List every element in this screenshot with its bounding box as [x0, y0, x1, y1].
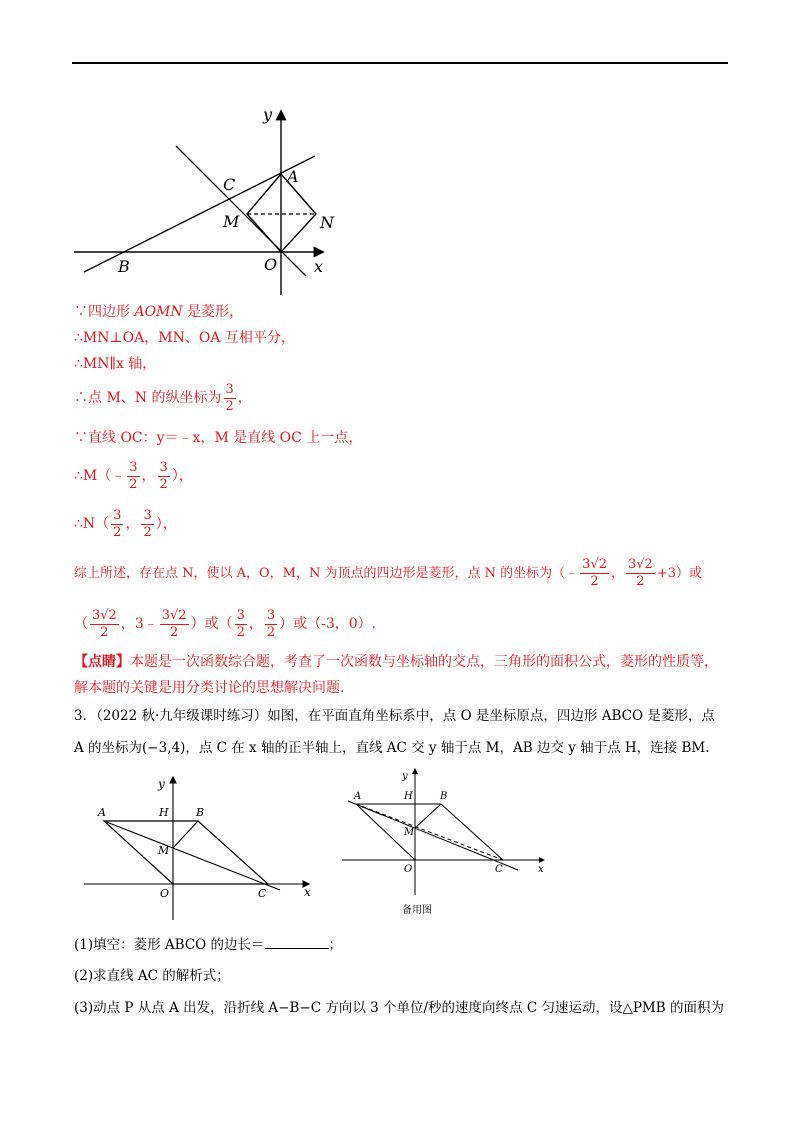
- den: 2: [100, 624, 109, 640]
- den: 2: [590, 574, 599, 589]
- label-n: N: [320, 213, 334, 232]
- label-y: y: [158, 777, 165, 791]
- figure-1: [70, 100, 340, 300]
- header-rule: [72, 62, 728, 64]
- num: 3√2: [582, 557, 607, 572]
- label-a: A: [287, 167, 299, 186]
- num: 3: [113, 507, 122, 523]
- frac: [90, 608, 119, 641]
- figure-3: [340, 765, 550, 925]
- den: 2: [129, 476, 138, 492]
- frac: [141, 508, 153, 541]
- label-x: x: [314, 257, 324, 276]
- q3-line-1: 3．（2022 秋·九年级课时练习）如图，在平面直角坐标系中，点 O 是坐标原点，四边形 ABCO 是菱形，点: [74, 708, 715, 724]
- sol-l9-mid2: ）或（: [190, 616, 233, 632]
- den: 2: [113, 524, 122, 540]
- sep: ，: [141, 468, 156, 484]
- sol-l9-mid: ，3﹣: [120, 616, 158, 632]
- den: 2: [170, 624, 179, 640]
- label-m: M: [404, 827, 415, 838]
- part-2: (2)求直线 AC 的解析式；: [74, 968, 230, 984]
- num: 3: [159, 459, 168, 475]
- num: 3√2: [92, 607, 117, 623]
- sol-line-7: [74, 506, 177, 542]
- frac-3-2: [224, 382, 236, 415]
- frac: [626, 557, 655, 590]
- label-m: M: [158, 844, 170, 857]
- num: 3: [225, 381, 234, 397]
- label-c: C: [258, 887, 267, 900]
- comment-line-1: [74, 652, 718, 672]
- label-c: C: [495, 864, 503, 875]
- sol-line-9: [74, 606, 376, 642]
- frac: [111, 508, 123, 541]
- label-b: B: [440, 791, 448, 802]
- label-a: A: [98, 806, 106, 819]
- comment-line-2: 解本题的关键是用分类讨论的思想解决问题.: [74, 680, 345, 696]
- label-y: y: [402, 771, 408, 782]
- frac: [127, 460, 139, 493]
- den: 2: [159, 476, 168, 492]
- num: 3: [129, 459, 138, 475]
- sol-line-5: ∵直线 OC：y＝﹣x，M 是直线 OC 上一点，: [74, 430, 363, 446]
- sol-l4-pre: ∴点 M、N 的纵坐标为: [74, 390, 222, 406]
- label-o: O: [160, 887, 170, 900]
- q3-line-2: A 的坐标为(−3,4)，点 C 在 x 轴的正半轴上，直线 AC 交 y 轴于点 M，AB 边交 y 轴于点 H，连接 BM.: [74, 740, 710, 756]
- sol-line-8: [74, 556, 702, 592]
- label-h: H: [159, 806, 169, 819]
- frac: [158, 460, 170, 493]
- den: 2: [236, 624, 245, 640]
- sol-line-3: ∴MN∥x 轴，: [74, 356, 157, 372]
- sol-l9-post: ）或（-3，0）.: [279, 616, 377, 632]
- sol-line-4: [74, 380, 252, 416]
- figure-caption: 备用图: [402, 905, 432, 916]
- sol-l1-post: 是菱形，: [182, 304, 244, 320]
- den: 2: [266, 624, 276, 640]
- dashed-line: [356, 804, 503, 860]
- sol-l6-post: ），: [171, 468, 193, 484]
- label-x: x: [304, 885, 311, 899]
- sol-line-6: [74, 458, 193, 494]
- label-b: B: [118, 257, 130, 276]
- label-h: H: [404, 791, 413, 802]
- sep: ，: [610, 566, 624, 581]
- frac: [580, 557, 609, 590]
- sol-line-2: ∴MN⊥OA，MN、OA 互相平分，: [74, 330, 295, 346]
- den: 2: [636, 574, 645, 589]
- num: 3√2: [161, 607, 187, 623]
- sol-l1-it: AOMN: [134, 304, 183, 320]
- num: 3√2: [628, 557, 653, 572]
- label-o: O: [264, 255, 278, 274]
- sol-l9-pre: （: [74, 616, 88, 632]
- num: 3: [236, 607, 245, 623]
- label-y: y: [263, 105, 273, 124]
- frac: [235, 608, 247, 641]
- sol-l7-pre: ∴N（: [74, 516, 110, 532]
- sol-line-1: [74, 302, 243, 322]
- den: 2: [225, 398, 234, 414]
- label-x: x: [538, 864, 544, 875]
- num: 3: [266, 607, 276, 623]
- sol-l6-pre: ∴M（﹣: [74, 468, 126, 484]
- label-m: M: [223, 212, 240, 231]
- figure-2: [80, 770, 320, 925]
- comment-text-1: 本题是一次函数综合题，考查了一次函数与坐标轴的交点，三角形的面积公式，菱形的性质等，: [130, 654, 718, 670]
- sol-l7-post: ），: [155, 516, 177, 532]
- segment-bm: [173, 821, 198, 848]
- sol-l1-pre: ∵四边形: [74, 304, 135, 320]
- part-1-post: ；: [328, 937, 343, 953]
- line-ac: [104, 821, 280, 890]
- sol-l8-post: +3）或: [656, 566, 702, 581]
- num: 3: [143, 507, 152, 523]
- line-oc: [176, 146, 306, 276]
- sol-l9-mid3: ，: [248, 616, 263, 632]
- frac: [265, 608, 277, 641]
- part-1-pre: (1)填空：菱形 ABCO 的边长＝: [74, 937, 265, 953]
- label-c: C: [223, 175, 236, 194]
- label-b: B: [196, 806, 205, 819]
- label-a: A: [354, 791, 362, 802]
- answer-blank[interactable]: [265, 934, 329, 949]
- segment-bm: [415, 804, 441, 828]
- frac: [160, 608, 189, 641]
- part-1: [74, 934, 342, 955]
- comment-tag: 【点睛】: [74, 654, 130, 670]
- den: 2: [143, 524, 152, 540]
- label-o: O: [404, 864, 413, 875]
- part-3: (3)动点 P 从点 A 出发，沿折线 A−B−C 方向以 3 个单位/秒的速度向终点 C 匀速运动，设△PMB 的面积为: [74, 1000, 724, 1016]
- sol-l8-pre: 综上所述，存在点 N，使以 A，O，M，N 为顶点的四边形是菱形，点 N 的坐标为（﹣: [74, 566, 579, 581]
- sol-l4-post: ，: [237, 390, 252, 406]
- sep: ，: [125, 516, 140, 532]
